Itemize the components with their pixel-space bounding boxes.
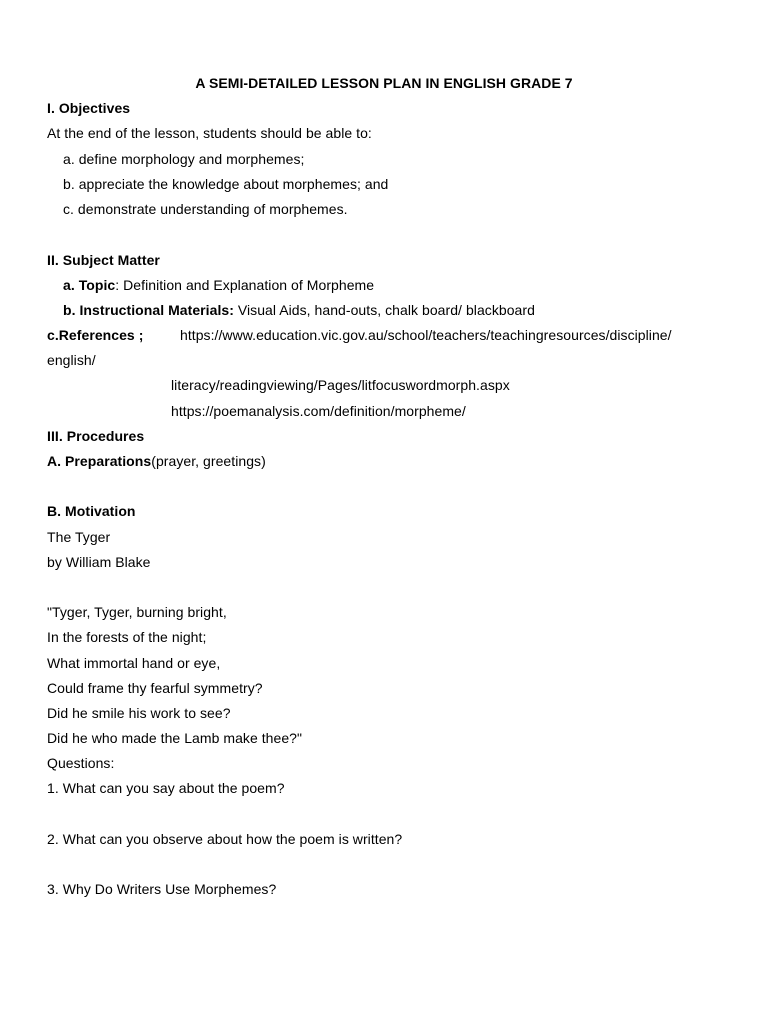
objectives-intro: At the end of the lesson, students should be able to:	[47, 125, 372, 141]
preparations-label: A. Preparations	[47, 453, 152, 469]
reference-link-1-continued[interactable]: english/	[47, 352, 96, 368]
questions-label: Questions:	[47, 755, 115, 771]
poem-author: by William Blake	[47, 554, 151, 570]
materials-line	[63, 301, 535, 319]
objectives-heading: I. Objectives	[47, 100, 131, 116]
preparations-value: (prayer, greetings)	[151, 453, 266, 469]
objective-item-b: b. appreciate the knowledge about morphemes; and	[63, 176, 389, 192]
references-label: c.References ;	[47, 327, 144, 343]
poem-title: The Tyger	[47, 529, 111, 545]
poem-line: Could frame thy fearful symmetry?	[47, 680, 263, 696]
objective-item-c: c. demonstrate understanding of morphemes.	[63, 201, 348, 217]
materials-value: Visual Aids, hand-outs, chalk board/ blackboard	[233, 302, 535, 318]
poem-line: "Tyger, Tyger, burning bright,	[47, 604, 227, 620]
poem-line: What immortal hand or eye,	[47, 655, 221, 671]
objective-item-a: a. define morphology and morphemes;	[63, 151, 305, 167]
reference-link-1[interactable]: https://www.education.vic.gov.au/school/teachers/teachingresources/discipline/	[180, 327, 672, 343]
preparations-line	[47, 452, 266, 470]
question-item-3: 3. Why Do Writers Use Morphemes?	[47, 881, 277, 897]
topic-line	[63, 276, 374, 294]
document-title: A SEMI-DETAILED LESSON PLAN IN ENGLISH GRADE 7	[195, 75, 573, 91]
subject-matter-heading: II. Subject Matter	[47, 252, 160, 268]
motivation-heading: B. Motivation	[47, 503, 136, 519]
materials-label: b. Instructional Materials:	[63, 302, 234, 318]
poem-line: In the forests of the night;	[47, 629, 207, 645]
reference-link-3[interactable]: https://poemanalysis.com/definition/morpheme/	[171, 403, 466, 419]
procedures-heading: III. Procedures	[47, 428, 145, 444]
poem-line: Did he smile his work to see?	[47, 705, 231, 721]
reference-link-2[interactable]: literacy/readingviewing/Pages/litfocuswordmorph.aspx	[171, 377, 510, 393]
question-item-2: 2. What can you observe about how the poem is written?	[47, 831, 403, 847]
topic-label: a. Topic	[63, 277, 116, 293]
question-item-1: 1. What can you say about the poem?	[47, 780, 285, 796]
topic-value: : Definition and Explanation of Morpheme	[115, 277, 375, 293]
poem-line: Did he who made the Lamb make thee?"	[47, 730, 303, 746]
